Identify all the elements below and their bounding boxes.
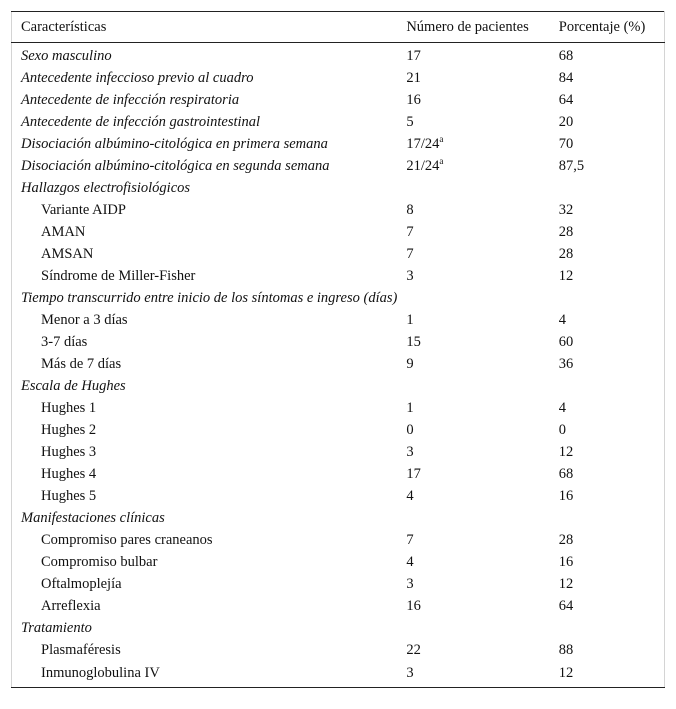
row-patient-count <box>397 243 549 265</box>
row-patient-count <box>397 529 549 551</box>
row-percentage: 88 <box>558 641 574 658</box>
patient-characteristics-table-container <box>11 11 665 688</box>
row-percentage: 70 <box>558 135 574 152</box>
table-row <box>12 463 665 485</box>
row-patient-count <box>397 89 549 111</box>
row-percentage: 12 <box>558 267 574 284</box>
row-patient-count <box>397 265 549 287</box>
table-body <box>12 43 665 688</box>
row-label: Hughes 1 <box>41 399 97 416</box>
table-row <box>12 89 665 111</box>
patient-count-value: 21/24 <box>406 157 440 174</box>
row-percentage: 28 <box>558 531 574 548</box>
table-row <box>12 573 665 595</box>
row-label: Hughes 4 <box>41 465 97 482</box>
row-patient-count <box>397 67 549 89</box>
row-patient-count <box>397 485 549 507</box>
row-patient-count <box>397 287 549 309</box>
patient-count-value: 1 <box>406 311 414 328</box>
row-label: Menor a 3 días <box>41 311 128 328</box>
patient-count-value: 7 <box>406 223 414 240</box>
row-patient-count <box>397 419 549 441</box>
patient-count-value: 1 <box>406 399 414 416</box>
table-section-row <box>12 617 665 639</box>
patient-count-value: 17 <box>406 465 421 482</box>
row-patient-count <box>397 463 549 485</box>
row-percentage: 4 <box>558 399 566 416</box>
patient-count-value: 5 <box>406 113 414 130</box>
row-label: Plasmaféresis <box>41 641 121 658</box>
patient-count-value: 3 <box>406 443 414 460</box>
row-patient-count <box>397 331 549 353</box>
table-row <box>12 353 665 375</box>
patient-count-value: 22 <box>406 641 421 658</box>
patient-count-value: 9 <box>406 355 414 372</box>
table-row <box>12 265 665 287</box>
table-row <box>12 397 665 419</box>
table-row <box>12 309 665 331</box>
row-patient-count <box>397 199 549 221</box>
patient-count-value: 16 <box>406 91 421 108</box>
table-section-row <box>12 287 665 309</box>
row-percentage: 12 <box>558 575 574 592</box>
table-section-row <box>12 507 665 529</box>
table-row <box>12 155 665 177</box>
patient-count-value: 16 <box>406 597 421 614</box>
row-percentage <box>550 375 665 397</box>
row-label: Arreflexia <box>41 597 101 614</box>
row-percentage <box>550 287 665 309</box>
table-row <box>12 67 665 89</box>
table-row <box>12 111 665 133</box>
patient-count-value: 3 <box>406 575 414 592</box>
row-label: Inmunoglobulina IV <box>41 664 160 681</box>
row-label: Antecedente de infección respiratoria <box>21 91 240 108</box>
table-row <box>12 639 665 661</box>
row-patient-count <box>397 507 549 529</box>
row-patient-count <box>397 133 549 155</box>
row-label: 3-7 días <box>41 333 88 350</box>
row-patient-count <box>397 595 549 617</box>
table-section-row <box>12 375 665 397</box>
row-label: Hallazgos electrofisiológicos <box>21 179 191 196</box>
patient-count-value: 0 <box>406 421 414 438</box>
patient-count-value: 17/24 <box>406 135 440 152</box>
row-percentage <box>550 507 665 529</box>
row-label: Tiempo transcurrido entre inicio de los síntomas e ingreso (días) <box>21 289 398 306</box>
patient-count-value: 4 <box>406 553 414 570</box>
row-percentage: 0 <box>558 421 566 438</box>
row-percentage: 64 <box>558 597 574 614</box>
row-percentage: 64 <box>558 91 574 108</box>
row-percentage <box>550 177 665 199</box>
row-percentage: 36 <box>558 355 574 372</box>
table-row <box>12 551 665 573</box>
header-row <box>12 12 665 43</box>
patient-count-value: 21 <box>406 69 421 86</box>
row-label: Escala de Hughes <box>21 377 126 394</box>
patient-count-value: 15 <box>406 333 421 350</box>
table-row <box>12 529 665 551</box>
row-percentage: 12 <box>558 664 574 681</box>
table-row <box>12 43 665 68</box>
patient-count-value: 8 <box>406 201 414 218</box>
table-row <box>12 661 665 688</box>
row-label: Síndrome de Miller-Fisher <box>41 267 196 284</box>
row-label: Disociación albúmino-citológica en primera semana <box>21 135 328 152</box>
header-percentage: Porcentaje (%) <box>550 12 665 43</box>
row-label: Hughes 3 <box>41 443 97 460</box>
row-label: Manifestaciones clínicas <box>21 509 165 526</box>
row-patient-count <box>397 353 549 375</box>
row-percentage: 16 <box>558 553 574 570</box>
row-percentage: 68 <box>558 47 574 64</box>
table-row <box>12 221 665 243</box>
row-percentage: 87,5 <box>558 157 585 174</box>
table-section-row <box>12 177 665 199</box>
row-patient-count <box>397 617 549 639</box>
row-patient-count <box>397 639 549 661</box>
row-patient-count <box>397 221 549 243</box>
row-percentage: 4 <box>558 311 566 328</box>
row-patient-count <box>397 309 549 331</box>
row-percentage: 32 <box>558 201 574 218</box>
row-patient-count <box>397 551 549 573</box>
row-patient-count <box>397 441 549 463</box>
row-percentage: 28 <box>558 223 574 240</box>
row-label: Oftalmoplejía <box>41 575 122 592</box>
row-percentage <box>550 617 665 639</box>
table-row <box>12 595 665 617</box>
row-label: Compromiso bulbar <box>41 553 158 570</box>
row-patient-count <box>397 375 549 397</box>
table-row <box>12 133 665 155</box>
row-label: Antecedente de infección gastrointestinal <box>21 113 261 130</box>
table-row <box>12 331 665 353</box>
row-percentage: 60 <box>558 333 574 350</box>
row-label: Hughes 2 <box>41 421 97 438</box>
patient-count-value: 7 <box>406 245 414 262</box>
row-percentage: 84 <box>558 69 574 86</box>
row-label: Variante AIDP <box>41 201 126 218</box>
row-percentage: 20 <box>558 113 574 130</box>
table-row <box>12 441 665 463</box>
row-patient-count <box>397 573 549 595</box>
patient-count-value: 17 <box>406 47 421 64</box>
row-label: AMSAN <box>41 245 94 262</box>
row-label: Antecedente infeccioso previo al cuadro <box>21 69 254 86</box>
row-percentage: 12 <box>558 443 574 460</box>
table-row <box>12 199 665 221</box>
row-label: Compromiso pares craneanos <box>41 531 213 548</box>
row-label: Más de 7 días <box>41 355 122 372</box>
row-percentage: 16 <box>558 487 574 504</box>
row-label: Disociación albúmino-citológica en segunda semana <box>21 157 330 174</box>
row-patient-count <box>397 111 549 133</box>
header-patients: Número de pacientes <box>397 12 549 43</box>
row-patient-count <box>397 177 549 199</box>
patient-characteristics-table <box>11 11 665 688</box>
row-label: AMAN <box>41 223 86 240</box>
row-patient-count <box>397 155 549 177</box>
row-label: Sexo masculino <box>21 47 112 64</box>
row-percentage: 68 <box>558 465 574 482</box>
table-row <box>12 243 665 265</box>
patient-count-value: 3 <box>406 267 414 284</box>
row-label: Tratamiento <box>21 619 92 636</box>
patient-count-value: 7 <box>406 531 414 548</box>
patient-count-value: 3 <box>406 664 414 681</box>
row-label: Hughes 5 <box>41 487 97 504</box>
row-patient-count <box>397 661 549 688</box>
table-row <box>12 485 665 507</box>
header-characteristic: Características <box>12 12 398 43</box>
footnote-marker: a <box>439 155 444 166</box>
table-header <box>12 12 665 43</box>
patient-count-value: 4 <box>406 487 414 504</box>
row-percentage: 28 <box>558 245 574 262</box>
row-patient-count <box>397 43 549 68</box>
footnote-marker: a <box>439 133 444 144</box>
row-patient-count <box>397 397 549 419</box>
table-row <box>12 419 665 441</box>
